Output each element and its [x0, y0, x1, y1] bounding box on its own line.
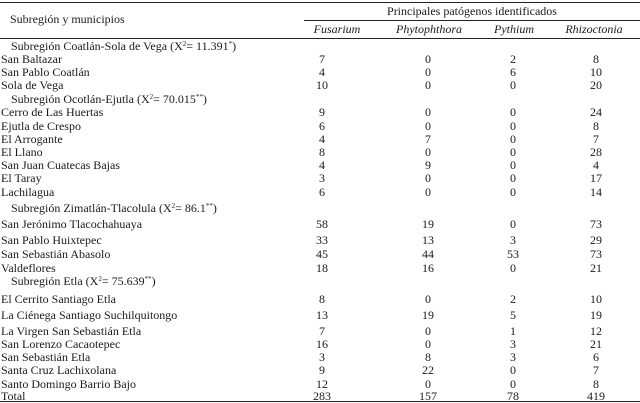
cell-phytophthora: 0 — [425, 324, 431, 338]
cell-phytophthora: 157 — [419, 389, 437, 403]
cell-rhizoctonia: 29 — [590, 233, 602, 247]
cell-pythium: 3 — [510, 350, 516, 364]
cell-phytophthora: 7 — [425, 132, 431, 146]
cell-phytophthora: 44 — [422, 247, 434, 261]
cell-fusarium: 10 — [316, 78, 328, 92]
municipality-name: San Sebastián Etla — [1, 350, 91, 364]
cell-phytophthora: 0 — [425, 145, 431, 159]
municipality-name: El Llano — [1, 145, 43, 159]
subregion-label: Subregión Ocotlán-Ejutla $(X^2= 70.015^{**})$ — [11, 92, 207, 106]
cell-phytophthora: 0 — [425, 105, 431, 119]
municipality-name: San Sebastián Abasolo — [1, 247, 111, 261]
municipality-name: San Lorenzo Cacaotepec — [1, 337, 121, 351]
cell-pythium: 0 — [510, 119, 516, 133]
table-row — [0, 293, 640, 306]
cell-pythium: 2 — [510, 52, 516, 66]
cell-rhizoctonia: 419 — [587, 389, 605, 403]
cell-pythium: 0 — [510, 158, 516, 172]
cell-fusarium: 3 — [319, 350, 325, 364]
cell-phytophthora: 8 — [425, 350, 431, 364]
cell-pythium: 0 — [510, 363, 516, 377]
cell-phytophthora: 0 — [425, 377, 431, 391]
table-row — [0, 106, 640, 119]
cell-rhizoctonia: 24 — [590, 105, 602, 119]
table-row — [0, 309, 640, 322]
cell-fusarium: 58 — [316, 217, 328, 231]
cell-pythium: 3 — [510, 337, 516, 351]
cell-rhizoctonia: 19 — [590, 308, 602, 322]
cell-rhizoctonia: 17 — [590, 171, 602, 185]
cell-fusarium: 45 — [316, 247, 328, 261]
cell-rhizoctonia: 21 — [590, 337, 602, 351]
table-row — [0, 248, 640, 261]
municipality-name: Ejutla de Crespo — [1, 119, 81, 133]
cell-rhizoctonia: 4 — [593, 158, 599, 172]
cell-fusarium: 8 — [319, 292, 325, 306]
cell-pythium: 0 — [510, 217, 516, 231]
cell-fusarium: 13 — [316, 308, 328, 322]
cell-fusarium: 7 — [319, 52, 325, 66]
cell-fusarium: 6 — [319, 119, 325, 133]
total-label: Total — [1, 389, 26, 403]
column-header-pythium: Pythium — [494, 22, 534, 36]
cell-pythium: 78 — [507, 389, 519, 403]
cell-rhizoctonia: 8 — [593, 377, 599, 391]
municipality-name: San Baltazar — [1, 52, 62, 66]
cell-rhizoctonia: 8 — [593, 119, 599, 133]
cell-phytophthora: 9 — [425, 158, 431, 172]
cell-rhizoctonia: 10 — [590, 292, 602, 306]
cell-fusarium: 4 — [319, 158, 325, 172]
cell-pythium: 0 — [510, 377, 516, 391]
cell-rhizoctonia: 10 — [590, 65, 602, 79]
cell-fusarium: 4 — [319, 65, 325, 79]
cell-fusarium: 33 — [316, 233, 328, 247]
cell-rhizoctonia: 20 — [590, 78, 602, 92]
municipality-name: San Pablo Huixtepec — [1, 233, 102, 247]
cell-rhizoctonia: 73 — [590, 217, 602, 231]
column-header-phytophthora: Phytophthora — [396, 22, 462, 36]
cell-fusarium: 18 — [316, 261, 328, 275]
municipality-name: Lachilagua — [1, 185, 55, 199]
cell-fusarium: 16 — [316, 337, 328, 351]
cell-fusarium: 9 — [319, 105, 325, 119]
subregion-header-row — [0, 202, 640, 215]
cell-phytophthora: 0 — [425, 171, 431, 185]
cell-fusarium: 12 — [316, 377, 328, 391]
subregion-label: Subregión Etla $(X^2= 75.639^{**})$ — [11, 274, 156, 288]
municipality-name: San Jerónimo Tlacochahuaya — [1, 217, 143, 231]
cell-pythium: 0 — [510, 132, 516, 146]
municipality-name: El Cerrito Santiago Etla — [1, 292, 116, 306]
cell-phytophthora: 0 — [425, 119, 431, 133]
cell-rhizoctonia: 12 — [590, 324, 602, 338]
cell-rhizoctonia: 21 — [590, 261, 602, 275]
cell-phytophthora: 0 — [425, 78, 431, 92]
cell-fusarium: 7 — [319, 324, 325, 338]
cell-pythium: 0 — [510, 78, 516, 92]
cell-fusarium: 6 — [319, 185, 325, 199]
cell-pythium: 3 — [510, 233, 516, 247]
cell-rhizoctonia: 8 — [593, 52, 599, 66]
cell-phytophthora: 0 — [425, 292, 431, 306]
municipality-name: San Pablo Coatlán — [1, 65, 90, 79]
cell-pythium: 5 — [510, 308, 516, 322]
municipality-name: La Ciénega Santiago Suchilquitongo — [1, 308, 178, 322]
municipality-name: San Juan Cuatecas Bajas — [1, 158, 120, 172]
cell-rhizoctonia: 7 — [593, 132, 599, 146]
table-row — [0, 79, 640, 92]
column-header-fusarium: Fusarium — [313, 22, 361, 36]
cell-pythium: 0 — [510, 261, 516, 275]
municipality-name: El Taray — [1, 171, 42, 185]
municipality-name: Santa Cruz Lachixolana — [1, 363, 117, 377]
table-row — [0, 186, 640, 199]
cell-pythium: 1 — [510, 324, 516, 338]
subregion-label: Subregión Zimatlán-Tlacolula $(X^2= 86.1^{**})$ — [11, 201, 217, 215]
cell-pythium: 53 — [507, 247, 519, 261]
cell-phytophthora: 0 — [425, 52, 431, 66]
cell-fusarium: 283 — [313, 389, 331, 403]
cell-rhizoctonia: 6 — [593, 350, 599, 364]
table-row — [0, 218, 640, 231]
cell-fusarium: 9 — [319, 363, 325, 377]
bottom-rule — [0, 401, 640, 402]
cell-rhizoctonia: 14 — [590, 185, 602, 199]
municipality-name: Valdeflores — [1, 261, 56, 275]
cell-rhizoctonia: 28 — [590, 145, 602, 159]
cell-phytophthora: 0 — [425, 65, 431, 79]
cell-phytophthora: 0 — [425, 185, 431, 199]
cell-pythium: 2 — [510, 292, 516, 306]
cell-phytophthora: 16 — [422, 261, 434, 275]
table-row — [0, 172, 640, 185]
cell-pythium: 0 — [510, 185, 516, 199]
cell-pythium: 0 — [510, 171, 516, 185]
cell-rhizoctonia: 7 — [593, 363, 599, 377]
subregion-label: Subregión Coatlán-Sola de Vega $(X^2= 11.391^*)$ — [11, 39, 237, 53]
subregion-header-row — [0, 275, 640, 288]
cell-pythium: 0 — [510, 145, 516, 159]
cell-phytophthora: 0 — [425, 337, 431, 351]
pathogens-group-header: Principales patógenos identificados — [387, 4, 557, 18]
municipality-name: El Arrogante — [1, 132, 63, 146]
subregion-column-header: Subregión y municipios — [10, 12, 125, 26]
cell-fusarium: 3 — [319, 171, 325, 185]
cell-phytophthora: 22 — [422, 363, 434, 377]
cell-fusarium: 8 — [319, 145, 325, 159]
cell-phytophthora: 19 — [422, 217, 434, 231]
cell-pythium: 0 — [510, 105, 516, 119]
cell-fusarium: 4 — [319, 132, 325, 146]
cell-pythium: 6 — [510, 65, 516, 79]
cell-phytophthora: 19 — [422, 308, 434, 322]
cell-rhizoctonia: 73 — [590, 247, 602, 261]
municipality-name: Santo Domingo Barrio Bajo — [1, 377, 136, 391]
cell-phytophthora: 13 — [422, 233, 434, 247]
municipality-name: Cerro de Las Huertas — [1, 105, 104, 119]
table-row — [0, 234, 640, 247]
table-row — [0, 364, 640, 377]
municipality-name: Sola de Vega — [1, 78, 64, 92]
column-header-rhizoctonia: Rhizoctonia — [565, 22, 623, 36]
municipality-name: La Virgen San Sebastián Etla — [1, 324, 142, 338]
